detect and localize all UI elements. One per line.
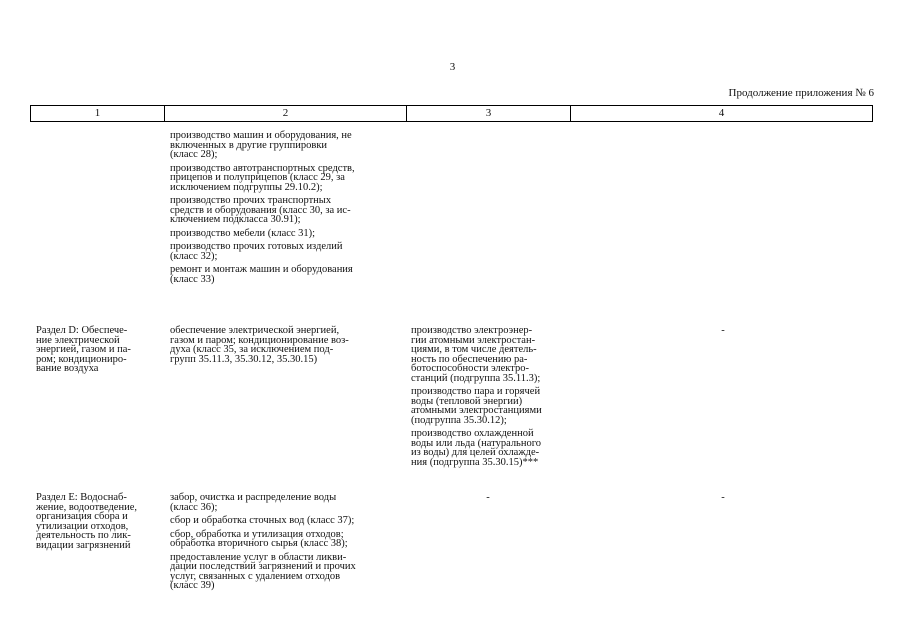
- section-e-activities: [170, 493, 402, 595]
- section-d-col4: [717, 326, 729, 336]
- activity-item: производство прочих транспортных средств и оборудования (класс 30, за ис- ключением подкласса 30.91);: [170, 195, 351, 225]
- activity-item: сбор и обработка сточных вод (класс 37);: [170, 515, 355, 526]
- activity-item: предоставление услуг в области ликви- дации последствий загрязнений и прочих услуг, связанных с удалением отходов (класс 39): [170, 551, 356, 591]
- section-d-exclusions: [411, 326, 569, 471]
- header-col-3: 3: [407, 106, 571, 121]
- exclusion-item: производство пара и горячей воды (тепловой энергии) атомными электростанциями (подгруппа 35.30.12);: [411, 386, 542, 426]
- activity-item: производство машин и оборудования, не включенных в другие группировки (класс 28);: [170, 130, 352, 160]
- activity-item: производство прочих готовых изделий (класс 32);: [170, 241, 343, 262]
- page-number: 3: [449, 61, 456, 73]
- exclusion-item: производство электроэнер- гии атомными электростан- циями, в том числе деятель- ность по обеспечению ра- ботоспособности электро- станций (подгруппа 35.11.3);: [411, 325, 541, 384]
- section-c-activities: [170, 131, 402, 288]
- section-d-name: [36, 326, 160, 378]
- exclusion-item: производство охлажденной воды или льда (натурального из воды) для целей охлажде- ния (подгруппа 35.30.15)***: [411, 428, 542, 468]
- table-header-row: [30, 105, 873, 122]
- continuation-label: Продолжение приложения № 6: [728, 87, 874, 99]
- activity-item: забор, очистка и распределение воды (класс 36);: [170, 492, 337, 513]
- section-name: Раздел D: Обеспече- ние электрической энергией, газом и па- ром; кондициониро- вание воздуха: [36, 325, 131, 374]
- dash: -: [721, 325, 725, 336]
- section-e-col4: [717, 493, 729, 503]
- dash: -: [486, 492, 490, 503]
- section-e-col3: [482, 493, 494, 503]
- activity-item: производство мебели (класс 31);: [170, 227, 316, 239]
- header-col-2: 2: [165, 106, 407, 121]
- activity-item: сбор, обработка и утилизация отходов; обработка вторичного сырья (класс 38);: [170, 528, 348, 549]
- dash: -: [721, 492, 725, 503]
- section-d-activities: [170, 326, 402, 368]
- activity-item: ремонт и монтаж машин и оборудования (класс 33): [170, 264, 353, 285]
- header-col-1: 1: [31, 106, 165, 121]
- activity-item: производство автотранспортных средств, прицепов и полуприцепов (класс 29, за исключением подгруппы 29.10.2);: [170, 162, 355, 193]
- activity-item: обеспечение электрической энергией, газом и паром; кондиционирование воз- духа (класс 35, за исключением под- групп 35.11.3, 35.30.12, 35.30.15): [170, 325, 349, 365]
- header-col-4: 4: [718, 107, 725, 119]
- section-e-name: [36, 493, 160, 554]
- section-name: Раздел E: Водоснаб- жение, водоотведение, организация сбора и утилизации отходов, деятельность по лик- видации загрязнений: [36, 492, 137, 551]
